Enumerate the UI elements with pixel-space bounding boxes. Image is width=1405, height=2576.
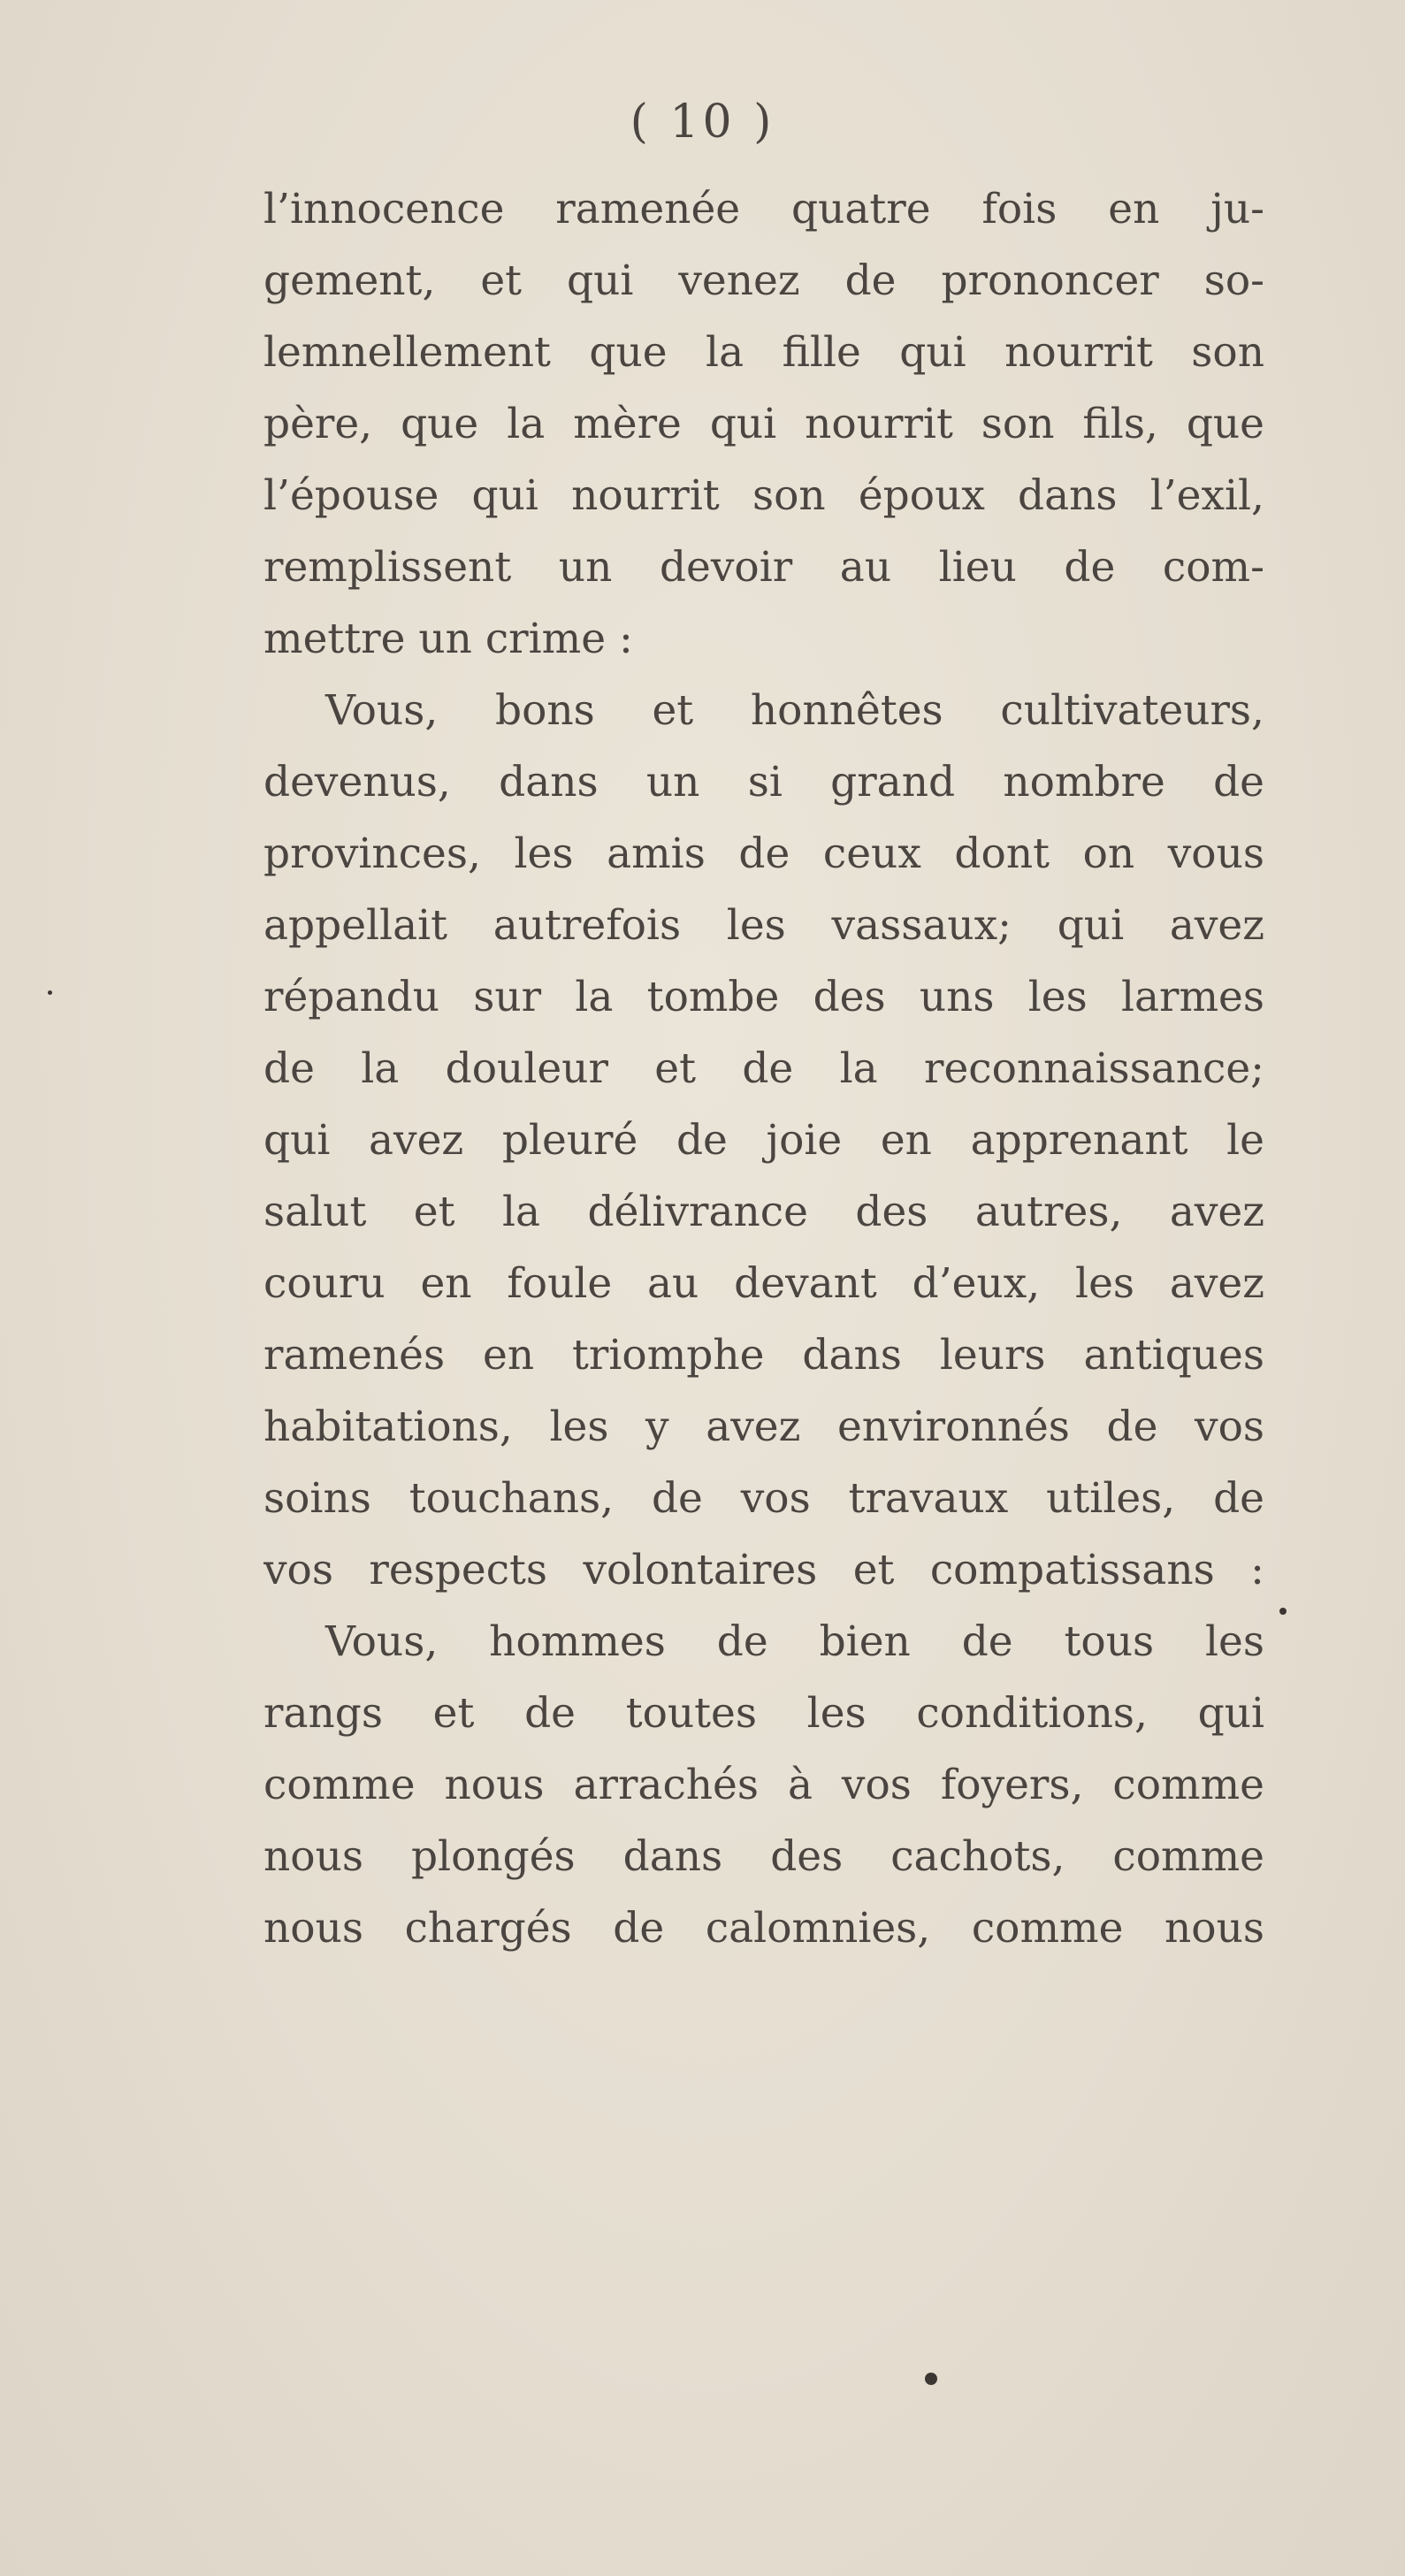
text-line: Vous, bons et honnêtes cultivateurs, <box>325 686 1264 735</box>
text-line: gement, et qui venez de prononcer so- <box>263 256 1264 305</box>
body-text <box>263 173 1264 1964</box>
text-line: Vous, hommes de bien de tous les <box>325 1617 1264 1666</box>
text-line: devenus, dans un si grand nombre de <box>263 758 1264 806</box>
text-line: l’épouse qui nourrit son époux dans l’exil, <box>263 471 1264 520</box>
text-line: mettre un crime : <box>263 615 633 663</box>
text-line: soins touchans, de vos travaux utiles, de <box>263 1474 1264 1523</box>
text-line: salut et la délivrance des autres, avez <box>263 1188 1264 1236</box>
text-line: ramenés en triomphe dans leurs antiques <box>263 1331 1264 1380</box>
text-line: de la douleur et de la reconnaissance; <box>263 1044 1264 1093</box>
text-line: nous chargés de calomnies, comme nous <box>263 1904 1264 1953</box>
text-line: père, que la mère qui nourrit son fils, que <box>263 400 1264 448</box>
text-line: lemnellement que la fille qui nourrit son <box>263 328 1264 377</box>
text-line: l’innocence ramenée quatre fois en ju- <box>263 185 1264 233</box>
ink-speck <box>1279 1608 1287 1615</box>
ink-speck <box>925 2373 937 2385</box>
page-number: ( 10 ) <box>630 96 775 149</box>
text-line: provinces, les amis de ceux dont on vous <box>263 829 1264 878</box>
text-line: appellait autrefois les vassaux; qui avez <box>263 901 1264 950</box>
text-line: vos respects volontaires et compatissans : <box>263 1546 1264 1594</box>
text-line: remplissent un devoir au lieu de com- <box>263 543 1264 592</box>
text-line: rangs et de toutes les conditions, qui <box>263 1689 1264 1738</box>
text-line: répandu sur la tombe des uns les larmes <box>263 973 1264 1021</box>
text-line: qui avez pleuré de joie en apprenant le <box>263 1116 1264 1165</box>
text-line: nous plongés dans des cachots, comme <box>263 1832 1264 1881</box>
text-line: couru en foule au devant d’eux, les avez <box>263 1259 1264 1308</box>
text-line: habitations, les y avez environnés de vos <box>263 1403 1264 1451</box>
ink-speck <box>48 990 52 995</box>
text-line: comme nous arrachés à vos foyers, comme <box>263 1761 1264 1809</box>
